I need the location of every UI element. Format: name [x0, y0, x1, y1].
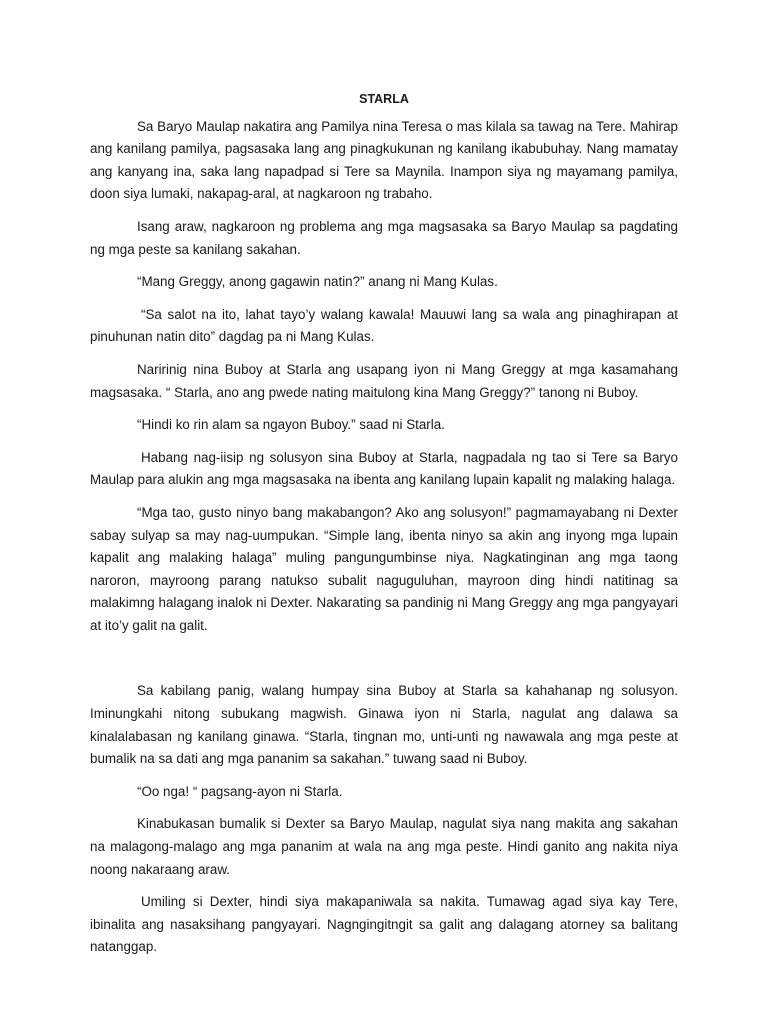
- paragraph: “Mga tao, gusto ninyo bang makabangon? Ako ang solusyon!” pagmamayabang ni Dexter sabay sulyap sa may nag-uumpukan. “Simple lang, ibenta ninyo sa akin ang inyong mga lupain kapalit ang malaking halaga” muling pangungumbinse niya. Nagkatinginan ang mga taong naroron, mayroong parang natukso subalit naguguluhan, mayroon ding hindi natitinag sa malakimng halagang inalok ni Dexter. Nakarating sa pandinig ni Mang Greggy ang mga pangyayari at ito’y galit na galit.: [90, 504, 678, 633]
- paragraph: “Mang Greggy, anong gagawin natin?” anang ni Mang Kulas.: [137, 274, 498, 290]
- paragraph: Sa Baryo Maulap nakatira ang Pamilya nina Teresa o mas kilala sa tawag na Tere. Mahirap ang kanilang pamilya, pagsasaka lang ang pinagkukunan ng kanilang ikabubuhay. Nang mamatay ang kanyang ina, saka lang napadpad si Tere sa Maynila. Inampon siya ng mayamang pamilya, doon siya lumaki, nakapag-aral, at nagkaroon ng trabaho.: [90, 118, 678, 202]
- paragraph: Umiling si Dexter, hindi siya makapaniwala sa nakita. Tumawag agad siya kay Tere, ibinalita ang nasaksihang pangyayari. Nagngingitngit sa galit ang dalagang atorney sa balitang natanggap.: [90, 894, 678, 955]
- section-gap: [90, 647, 678, 680]
- paragraph: “Hindi ko rin alam sa ngayon Buboy.” saad ni Starla.: [137, 417, 445, 433]
- document-page: [90, 88, 678, 969]
- paragraph: “Oo nga! “ pagsang-ayon ni Starla.: [137, 783, 343, 799]
- paragraph: Sa kabilang panig, walang humpay sina Buboy at Starla sa kahahanap ng solusyon. Iminungkahi nitong subukang magwish. Ginawa iyon ni Starla, nagulat ang dalawa sa kinalalabasan ng kanilang ginawa. “Starla, tingnan mo, unti-unti ng nawawala ang mga peste at bumalik na sa dati ang mga pananim sa sakahan.” tuwang saad ni Buboy.: [90, 683, 678, 767]
- paragraph: Isang araw, nagkaroon ng problema ang mga magsasaka sa Baryo Maulap sa pagdating ng mga peste sa kanilang sakahan.: [90, 218, 678, 257]
- paragraph: Naririnig nina Buboy at Starla ang usapang iyon ni Mang Greggy at mga kasamahang magsasaka. “ Starla, ano ang pwede nating maitulong kina Mang Greggy?” tanong ni Buboy.: [90, 361, 678, 400]
- document-title: STARLA: [359, 92, 409, 106]
- paragraph: Kinabukasan bumalik si Dexter sa Baryo Maulap, nagulat siya nang makita ang sakahan na malagong-malago ang mga pananim at wala na ang mga peste. Hindi ganito ang nakita niya noong nakaraang araw.: [90, 816, 678, 877]
- paragraph: “Sa salot na ito, lahat tayo’y walang kawala! Mauuwi lang sa wala ang pinaghirapan at pinuhunan natin dito” dagdag pa ni Mang Kulas.: [90, 306, 678, 345]
- paragraph: Habang nag-iisip ng solusyon sina Buboy at Starla, nagpadala ng tao si Tere sa Baryo Maulap para alukin ang mga magsasaka na ibenta ang kanilang lupain kapalit ng malaking halaga.: [90, 449, 678, 488]
